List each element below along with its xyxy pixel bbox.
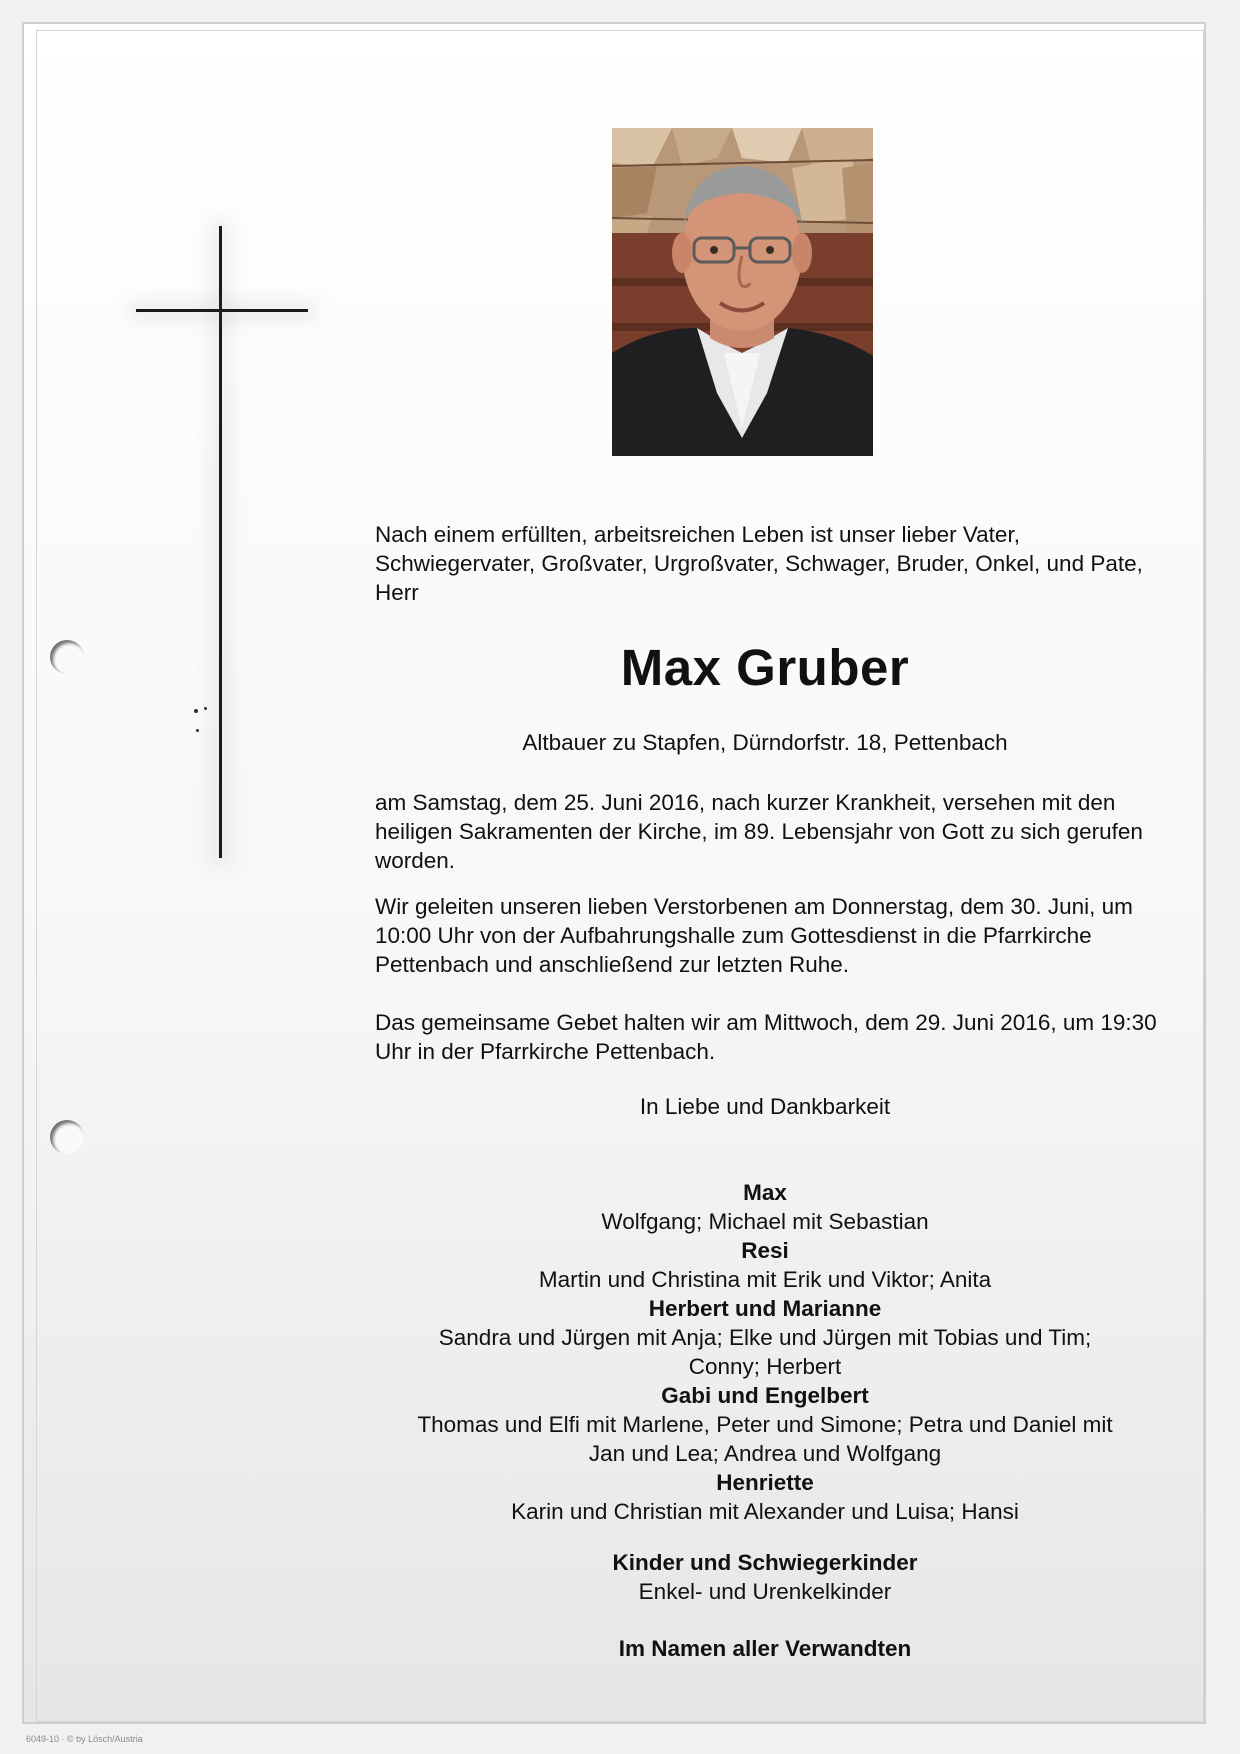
- signoff-grandchildren: Enkel- und Urenkelkinder: [638, 1579, 892, 1604]
- intro-text: Nach einem erfüllten, arbeitsreichen Leben ist unser lieber Vater, Schwiegervater, Großvater, Urgroßvater, Schwager, Bruder, Onkel, und Pate, Herr: [375, 522, 1143, 605]
- family-members: Thomas und Elfi mit Marlene, Peter und Simone; Petra und Daniel mit: [417, 1412, 1113, 1437]
- funeral-text: Wir geleiten unseren lieben Verstorbenen am Donnerstag, dem 30. Juni, um 10:00 Uhr von der Aufbahrungshalle zum Gottesdienst in die Pfarrkirche Pettenbach und anschließend zur letzten Ruhe.: [375, 894, 1133, 977]
- family-members: Sandra und Jürgen mit Anja; Elke und Jürgen mit Tobias und Tim;: [438, 1325, 1092, 1350]
- deceased-name: Max Gruber: [620, 639, 910, 696]
- cross-icon-vertical: [219, 226, 222, 858]
- print-code: 6049-10 · © by Lösch/Austria: [26, 1734, 143, 1744]
- family-head: Henriette: [716, 1470, 814, 1495]
- residence-line: Altbauer zu Stapfen, Dürndorfstr. 18, Pettenbach: [522, 730, 1008, 755]
- dust-speck: [204, 707, 207, 710]
- family-head: Herbert und Marianne: [648, 1296, 882, 1321]
- family-members: Karin und Christian mit Alexander und Luisa; Hansi: [511, 1499, 1019, 1524]
- family-list: [360, 1178, 1170, 1526]
- signoff-children: Kinder und Schwiegerkinder: [612, 1550, 918, 1575]
- punch-hole-bottom: [50, 1120, 84, 1154]
- prayer-text: Das gemeinsame Gebet halten wir am Mittwoch, dem 29. Juni 2016, um 19:30 Uhr in der Pfarrkirche Pettenbach.: [375, 1010, 1157, 1064]
- family-members: Conny; Herbert: [688, 1354, 842, 1379]
- family-members: Wolfgang; Michael mit Sebastian: [601, 1209, 929, 1234]
- dust-speck: [196, 729, 199, 732]
- dust-speck: [194, 709, 198, 713]
- death-notice-text: am Samstag, dem 25. Juni 2016, nach kurzer Krankheit, versehen mit den heiligen Sakramenten der Kirche, im 89. Lebensjahr von Gott zu sich gerufen worden.: [375, 790, 1143, 873]
- family-head: Gabi und Engelbert: [661, 1383, 869, 1408]
- family-head: Max: [743, 1180, 787, 1205]
- family-head: Resi: [741, 1238, 789, 1263]
- family-members: Jan und Lea; Andrea und Wolfgang: [588, 1441, 942, 1466]
- cross-icon-horizontal: [136, 309, 308, 312]
- closing-line: In Liebe und Dankbarkeit: [639, 1094, 891, 1119]
- portrait-photo: [612, 128, 873, 456]
- final-line: Im Namen aller Verwandten: [618, 1636, 912, 1661]
- punch-hole-top: [50, 640, 84, 674]
- signoff-block: [360, 1548, 1170, 1606]
- family-members: Martin und Christina mit Erik und Viktor; Anita: [538, 1267, 992, 1292]
